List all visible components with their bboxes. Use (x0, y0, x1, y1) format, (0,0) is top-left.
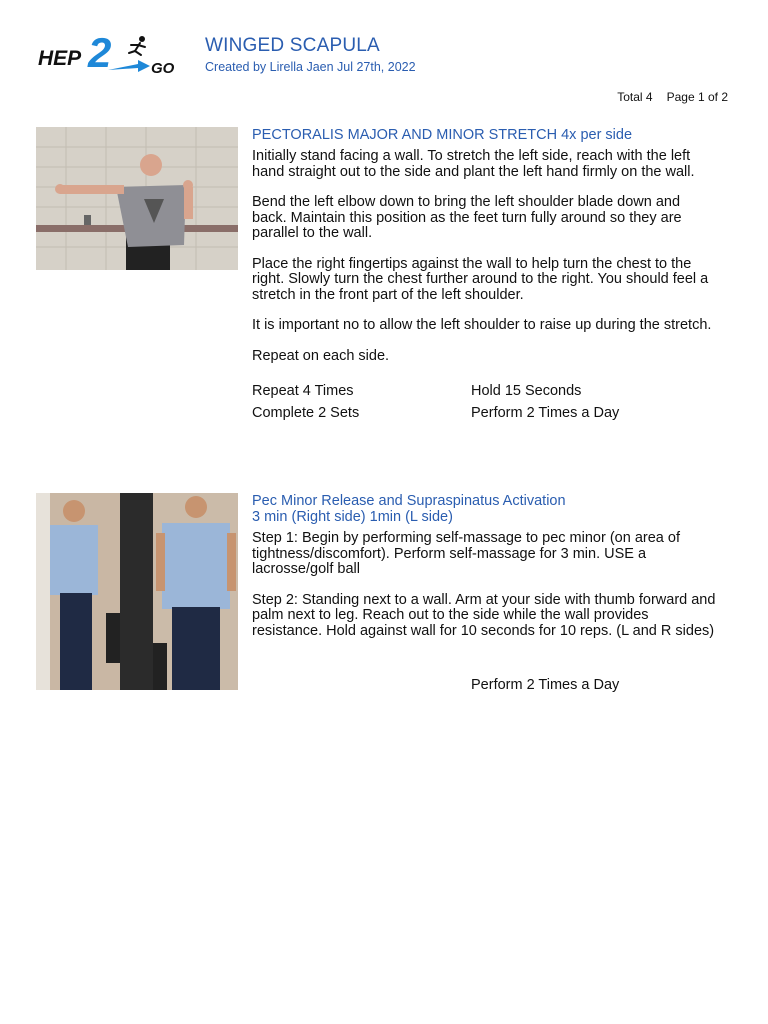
hep2go-logo (38, 34, 184, 78)
logo-text-hep: HEP (38, 47, 82, 70)
instruction-paragraph: Step 2: Standing next to a wall. Arm at your side with thumb forward and palm next to leg. Reach out to the side while the wall provides resistance. Hold against wall for 10 seconds for 10 reps. (L and R sides) (252, 591, 716, 639)
instruction-paragraph: Step 1: Begin by performing self-massage to pec minor (on area of tightness/discomfort). Perform self-massage for 3 min. USE a lacrosse/golf ball (252, 530, 680, 577)
document-title: WINGED SCAPULA (205, 35, 380, 56)
exercise-title-line: 3 min (Right side) 1min (L side) (252, 509, 453, 525)
instruction-paragraph: Initially stand facing a wall. To stretch the left side, reach with the left hand straight out to the side and plant the left hand firmly on the wall. (252, 148, 695, 180)
dosage-row (252, 405, 717, 427)
instruction-paragraph: It is important no to allow the left shoulder to raise up during the stretch. (252, 317, 712, 333)
document-subtitle: Created by Lirella Jaen Jul 27th, 2022 (205, 60, 416, 74)
exercise-title: PECTORALIS MAJOR AND MINOR STRETCH 4x per side (252, 127, 633, 143)
exercise-title (252, 493, 717, 525)
exercise-title-line: Pec Minor Release and Supraspinatus Activation (252, 493, 566, 509)
hold-duration: Hold 15 Seconds (471, 383, 582, 399)
sets-count: Complete 2 Sets (252, 405, 360, 421)
runner-icon (129, 36, 145, 55)
frequency: Perform 2 Times a Day (471, 677, 620, 693)
exercise-photo (36, 493, 238, 690)
page-meta (617, 90, 728, 104)
frequency: Perform 2 Times a Day (471, 405, 620, 421)
total-count: Total 4 (617, 90, 653, 104)
exercise-photo (36, 127, 238, 270)
instruction-paragraph: Bend the left elbow down to bring the left shoulder blade down and back. Maintain this position as the feet turn fully around so they are parallel to the wall. (252, 194, 682, 241)
logo-text-go: GO (151, 60, 175, 77)
page-indicator: Page 1 of 2 (666, 90, 728, 104)
logo-digit: 2 (88, 34, 112, 76)
instruction-paragraph: Place the right fingertips against the wall to help turn the chest to the right. Slowly turn the chest further around to the right. You should feel a stretch in the front part of the left shoulder. (252, 255, 709, 303)
logo-arrow-icon (108, 60, 150, 72)
repeat-count: Repeat 4 Times (252, 383, 354, 399)
instruction-paragraph: Repeat on each side. (252, 347, 390, 364)
dosage-row (252, 383, 717, 405)
dosage-row (252, 677, 717, 699)
